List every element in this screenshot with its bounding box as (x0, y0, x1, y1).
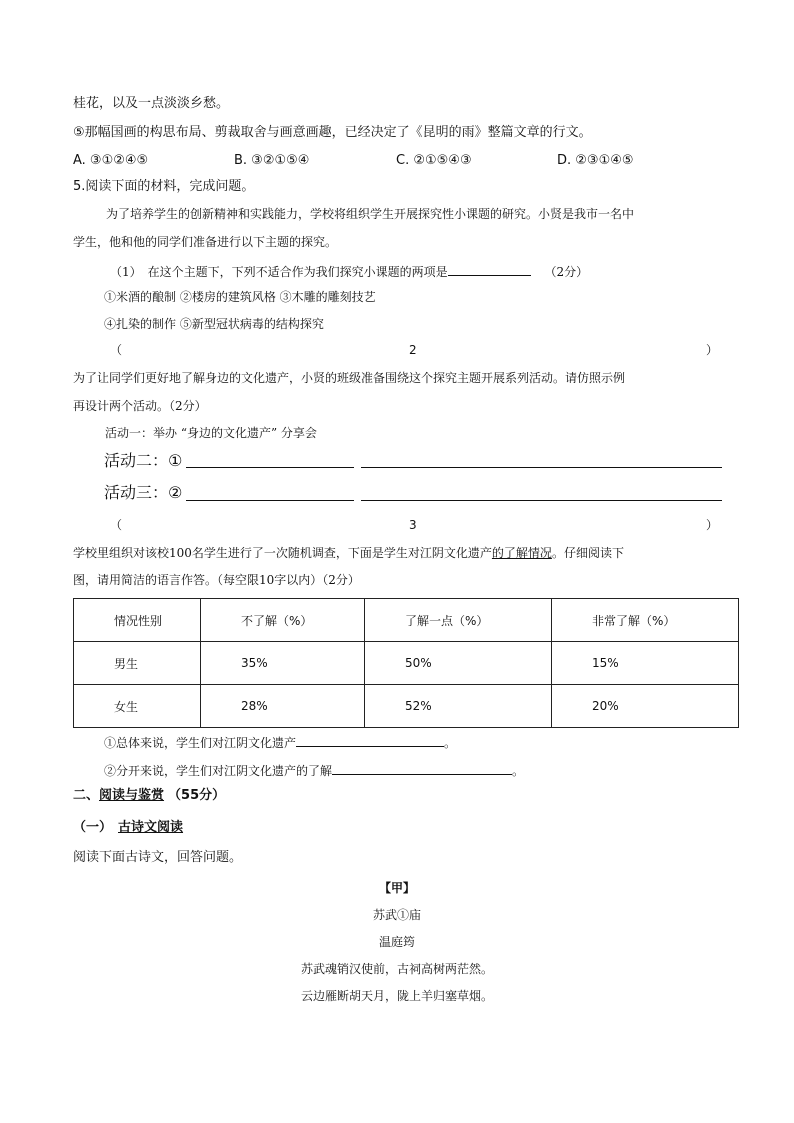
sub-question-1-text: （1） 在这个主题下，下列不适合作为我们探究小课题的两项是 (110, 265, 448, 279)
option-d: D. ②③①④⑤ (557, 153, 634, 168)
question-5-heading: 5.阅读下面的材料，完成问题。 (73, 179, 255, 194)
section-number: 二、 (73, 788, 100, 803)
table-cell: 15% (552, 642, 739, 685)
instruction-text: 阅读下面古诗文，回答问题。 (73, 850, 243, 865)
text-line: 图，请用简洁的语言作答。（每空限10字以内）（2分） (73, 573, 360, 587)
text-line: ⑤那幅国画的构思布局、剪裁取舍与画意画趣，已经决定了《昆明的雨》整篇文章的行文。 (73, 125, 592, 140)
table-header-cell: 情况性别 (74, 599, 201, 642)
table-cell: 女生 (74, 685, 201, 728)
answer-blank[interactable] (332, 762, 512, 775)
table-row (74, 685, 739, 728)
subsection-title: 古诗文阅读 (118, 820, 184, 835)
summary-two (104, 762, 524, 777)
poem-title: 苏武①庙 (372, 908, 421, 922)
answer-blank[interactable] (448, 263, 531, 276)
table-cell: 男生 (74, 642, 201, 685)
passage-label: 【甲】 (378, 881, 415, 895)
activity-two-label: 活动二：① (104, 451, 183, 470)
score-label: （2分） (544, 265, 589, 279)
punctuation: 。 (512, 764, 525, 778)
poem-line: 云边雁断胡天月，陇上羊归塞草烟。 (300, 989, 493, 1003)
table-header-row (74, 599, 739, 642)
subsection-heading (73, 821, 183, 834)
question-number: 2 (409, 343, 417, 357)
text-line: 为了让同学们更好地了解身边的文化遗产，小贤的班级准备围绕这个探究主题开展系列活动。请仿照示例 (73, 371, 626, 385)
section-two-heading (73, 789, 225, 802)
paren-close: ） (706, 343, 719, 357)
option-c: C. ②①⑤④③ (396, 153, 472, 168)
table-header-cell: 了解一点（%） (365, 599, 552, 642)
table-cell: 20% (552, 685, 739, 728)
text-line: 为了培养学生的创新精神和实践能力，学校将组织学生开展探究性小课题的研究。小贤是我市一名中 (106, 207, 635, 221)
underlined-text: 的了解情况 (491, 546, 552, 560)
choice-items-row: ④扎染的制作 ⑤新型冠状病毒的结构探究 (104, 317, 324, 331)
table-header-cell: 不了解（%） (201, 599, 365, 642)
poem-line: 苏武魂销汉使前，古祠高树两茫然。 (300, 962, 493, 976)
text-line (73, 547, 624, 559)
survey-table (73, 598, 739, 728)
subsection-number: （一） (73, 820, 113, 835)
table-header-cell: 非常了解（%） (552, 599, 739, 642)
text-line: 桂花，以及一点淡淡乡愁。 (73, 96, 230, 111)
summary-one (104, 734, 456, 749)
section-title: 阅读与鉴赏 (99, 788, 165, 803)
activity-three-blank-a[interactable] (186, 500, 354, 501)
activity-example: 活动一：举办 “身边的文化遗产” 分享会 (105, 426, 317, 440)
poem-author: 温庭筠 (378, 935, 415, 949)
answer-blank[interactable] (296, 734, 444, 747)
punctuation: 。 (444, 736, 457, 750)
sub-question-1 (110, 263, 588, 278)
table-cell: 35% (201, 642, 365, 685)
table-cell: 28% (201, 685, 365, 728)
paren-open: （ (110, 518, 123, 532)
summary-two-text: ②分开来说，学生们对江阴文化遗产的了解 (104, 764, 333, 778)
paren-open: （ (110, 343, 123, 357)
text-line: 学生，他和他的同学们准备进行以下主题的探究。 (73, 235, 338, 249)
choice-items-row: ①米酒的酿制 ②楼房的建筑风格 ③木雕的雕刻技艺 (104, 290, 376, 304)
summary-one-text: ①总体来说，学生们对江阴文化遗产 (104, 736, 297, 750)
text-segment: 。仔细阅读下 (551, 546, 624, 560)
table-row (74, 642, 739, 685)
section-score: （55分） (168, 788, 226, 803)
activity-three-label: 活动三：② (104, 483, 183, 502)
activity-two-blank-a[interactable] (186, 467, 354, 468)
question-number: 3 (409, 518, 417, 532)
text-line: 再设计两个活动。（2分） (73, 399, 207, 413)
table-cell: 52% (365, 685, 552, 728)
activity-two-blank-b[interactable] (361, 467, 722, 468)
activity-three-blank-b[interactable] (361, 500, 722, 501)
table-cell: 50% (365, 642, 552, 685)
option-a: A. ③①②④⑤ (73, 153, 149, 168)
text-segment: 学校里组织对该校100名学生进行了一次随机调查，下面是学生对江阴文化遗产 (73, 546, 492, 560)
option-b: B. ③②①⑤④ (234, 153, 310, 168)
paren-close: ） (706, 518, 719, 532)
